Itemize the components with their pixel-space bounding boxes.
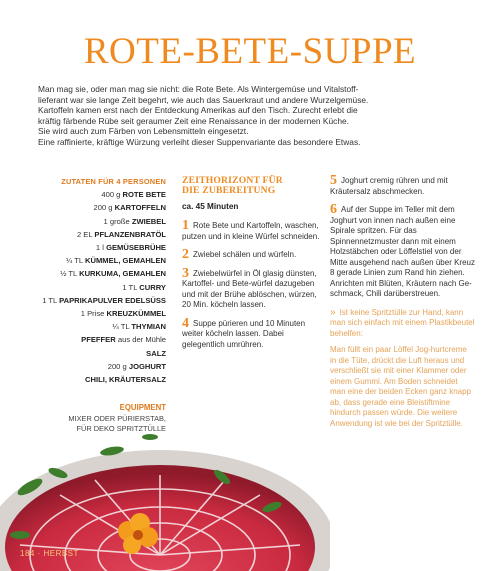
double-arrow-icon: » (330, 306, 336, 318)
step (330, 202, 475, 300)
tip-intro: Ist keine Spritztülle zur Hand, kann man sich einfach mit einem Plastikbeutel behelfen: (330, 307, 475, 338)
ingredient-row (18, 333, 166, 346)
ingredient-name: JOGHURT (128, 361, 166, 371)
ingredient-quantity: 1 große (103, 216, 130, 226)
ingredient-name: PAPRIKAPULVER EDELSÜSS (59, 295, 166, 305)
timeline-heading: ZEITHORIZONT FÜR (182, 175, 283, 186)
soup-plate-image (0, 395, 330, 571)
ingredient-row (18, 307, 166, 320)
ingredient-row (18, 201, 166, 214)
step (182, 265, 322, 311)
steps-column-2 (330, 173, 475, 435)
ingredient-name: KÜMMEL, GEMAHLEN (85, 256, 166, 266)
ingredient-name: CURRY (139, 282, 166, 292)
ingredient-name: KURKUMA, GEMAHLEN (79, 269, 166, 279)
ingredient-row (18, 360, 166, 373)
ingredient-note: aus der Mühle (117, 335, 166, 345)
ingredient-row (18, 228, 166, 241)
step-number: 2 (182, 247, 189, 263)
ingredient-row (18, 241, 166, 254)
step-number: 3 (182, 265, 189, 281)
steps-column-1 (182, 176, 322, 358)
ingredient-row (18, 373, 166, 386)
ingredient-name: PFLANZENBRATÖL (94, 229, 166, 239)
step-number: 5 (330, 173, 337, 188)
ingredient-row (18, 254, 166, 267)
intro-line: Kartoffeln kamen erst nach der Entdeckung Amerikas auf den Tisch. Zurecht erlebt die (38, 105, 358, 116)
ingredient-row (18, 281, 166, 294)
page-title: ROTE-BETE-SUPPE (83, 31, 417, 72)
step-text: Zwiebelwürfel in Öl glasig dünsten, Kartoffel- und Bete-würfel dazugeben und mit der Brühe ablöschen, würzen, 20 Min. köcheln lassen. (182, 268, 317, 310)
ingredient-name: ROTE BETE (122, 190, 166, 200)
intro-line: Sie wird auch zum Färben von Lebensmitteln eingesetzt. (38, 126, 249, 137)
step-text: Joghurt cremig rühren und mit Kräutersalz abschmecken. (330, 176, 448, 196)
ingredient-quantity: 1 TL (42, 295, 57, 305)
ingredient-name: CHILI, KRÄUTERSALZ (85, 375, 166, 385)
timeline-heading: DIE ZUBEREITUNG (182, 185, 276, 197)
intro-line: kräftig färbende Rübe seit geraumer Zeit eine Renaissance in der modernen Küche. (38, 115, 349, 126)
intro-line: Eine raffinierte, kräftige Würzung verleiht dieser Suppenvariante das besondere Etwas. (38, 136, 361, 147)
step-number: 6 (330, 202, 337, 217)
equipment-heading: EQUIPMENT (119, 403, 166, 413)
ingredient-name: SALZ (146, 348, 166, 358)
ingredient-row (18, 215, 166, 228)
equipment-line: MIXER ODER PÜRIERSTAB, (68, 414, 166, 424)
step (182, 247, 322, 263)
ingredient-row (18, 320, 166, 333)
step (182, 315, 322, 351)
equipment-line: FÜR DEKO SPRITZTÜLLE (76, 424, 166, 434)
ingredient-name: GEMÜSEBRÜHE (106, 243, 166, 253)
ingredient-row (18, 267, 166, 280)
ingredient-quantity: ½ TL (60, 269, 77, 279)
step (182, 218, 322, 242)
step-text: Auf der Suppe im Teller mit dem Joghurt von innen nach außen eine Spirale spritzen. Für das Spinnennetzmuster dann mit einem Holzstäbchen oder Löffelstiel von der Mitte ausgehend nach außen über Kreuz 8 gerade Linien zum Rand hin ziehen. Anrichten mit Blüten, Kräutern nach Ge-schmack, Chili darüberstreuen. (330, 205, 475, 298)
page-footer: 184 · HERBST (20, 549, 79, 558)
ingredient-row (18, 347, 166, 360)
ingredient-quantity: 1 Prise (80, 309, 105, 319)
ingredient-name: KREUZKÜMMEL (106, 309, 166, 319)
ingredient-name: PFEFFER (81, 335, 116, 345)
step-text: Zwiebel schälen und würfeln. (193, 250, 297, 260)
intro-line: lieferant war sie lange Zeit begehrt, wie auch das Sauerkraut und andere Wurzelgemüse. (38, 94, 369, 105)
step (330, 173, 475, 197)
step-text: Suppe pürieren und 10 Minuten weiter köcheln lassen. Dabei gelegentlich umrühren. (182, 318, 306, 349)
step-number: 4 (182, 315, 189, 331)
tip-body: Man füllt ein paar Löffel Jog-hurtcreme in die Tüte, drückt die Luft heraus und verschließt sie mit einer Klammer oder einem Gummi. Am Boden schneidet man eine der beiden Ecken ganz knapp ab, dass gerade eine Bleistiftmine hindurch passen würde. Die weitere Anwendung ist wie bei der Spritztülle. (330, 345, 471, 428)
ingredient-quantity: ¼ TL (65, 256, 83, 266)
ingredients-heading: ZUTATEN FÜR 4 PERSONEN (61, 177, 166, 186)
ingredient-name: KARTOFFELN (114, 203, 166, 213)
ingredient-quantity: 1 l (95, 243, 104, 253)
ingredient-quantity: 200 g (107, 361, 127, 371)
ingredient-quantity: 400 g (101, 190, 121, 200)
ingredient-name: THYMIAN (131, 322, 166, 332)
ingredient-quantity: 2 EL (76, 229, 93, 239)
preparation-time: ca. 45 Minuten (182, 201, 239, 211)
step-number: 1 (182, 218, 189, 234)
intro-line: Man mag sie, oder man mag sie nicht: die Rote Bete. Als Wintergemüse und Vitalstoff- (38, 84, 359, 94)
ingredient-row (18, 294, 166, 307)
intro-text (38, 84, 448, 148)
ingredient-name: ZWIEBEL (131, 216, 166, 226)
ingredient-quantity: ¼ TL (112, 322, 130, 332)
tip-box (330, 308, 475, 430)
ingredient-quantity: 200 g (93, 203, 113, 213)
ingredient-quantity: 1 TL (122, 282, 138, 292)
step-text: Rote Bete und Kartoffeln, waschen, putzen und in kleine Würfel schneiden. (182, 221, 320, 241)
ingredient-row (18, 188, 166, 201)
